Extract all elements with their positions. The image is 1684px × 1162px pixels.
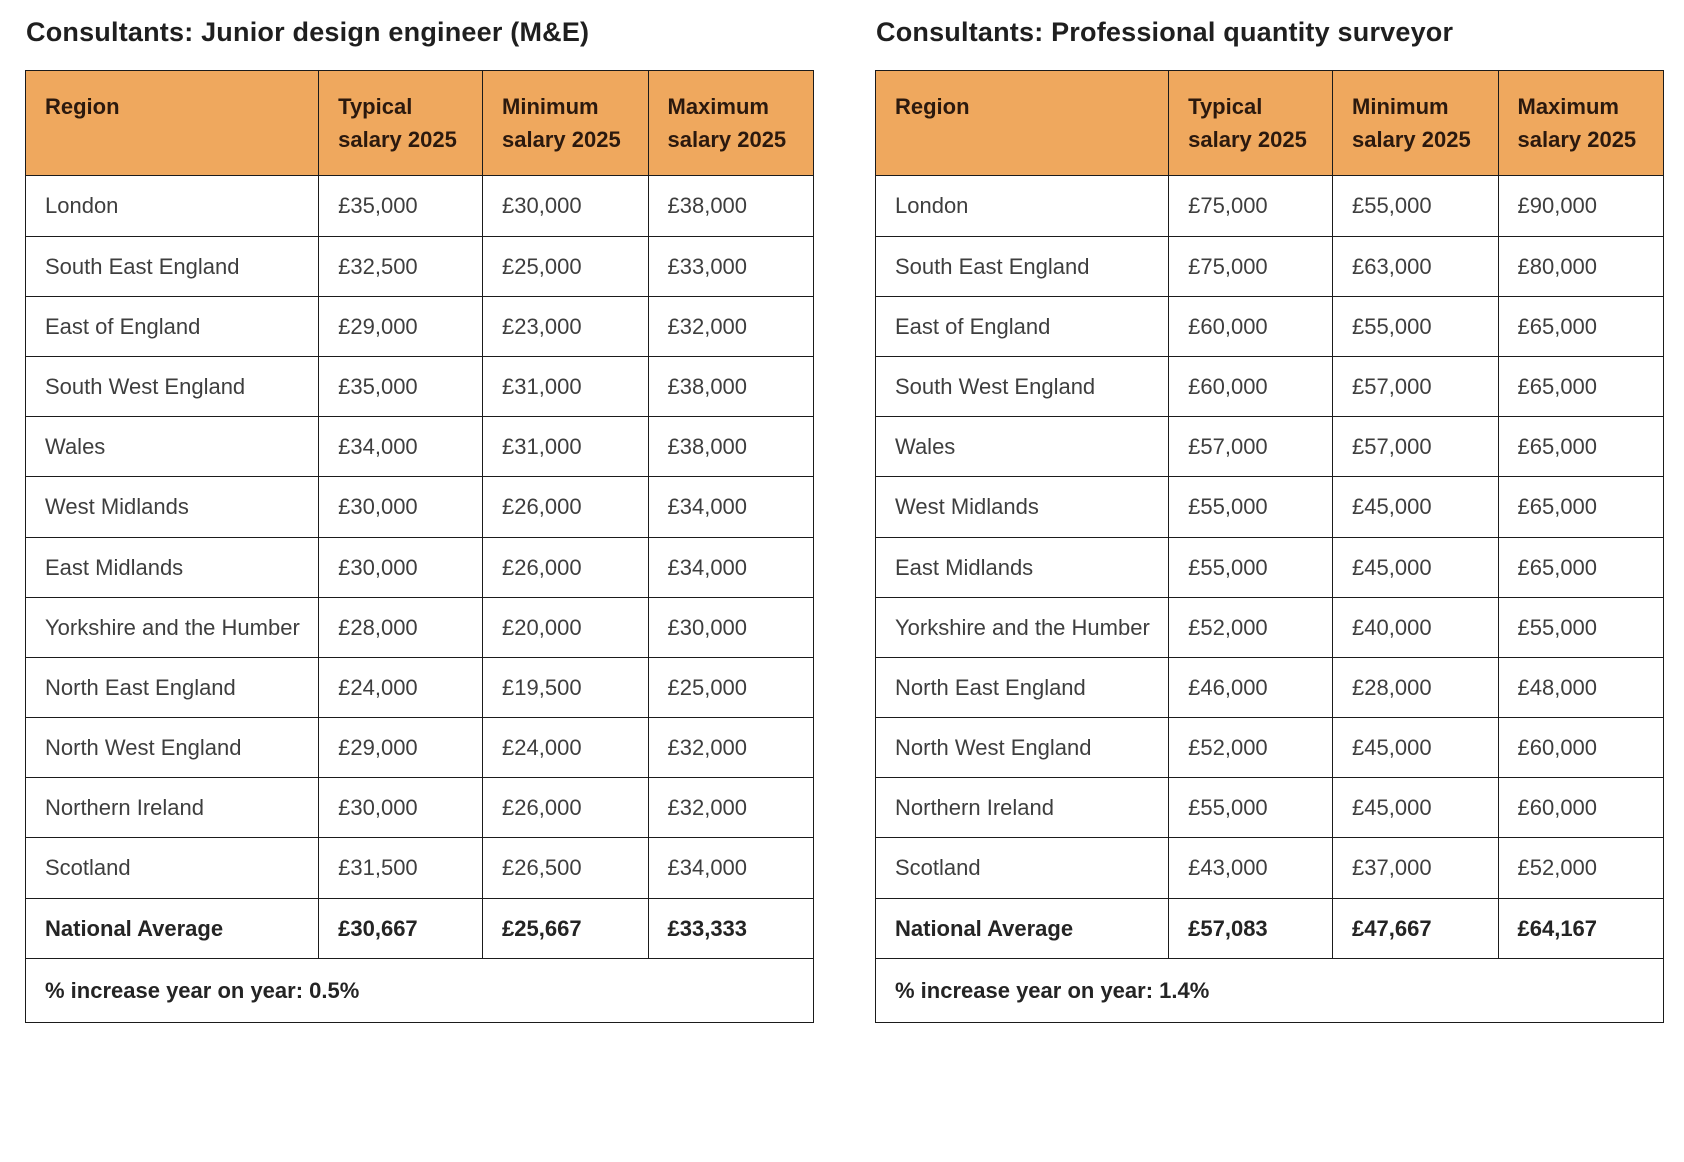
salary-cell: £45,000 <box>1333 477 1498 537</box>
salary-cell: £34,000 <box>648 838 814 898</box>
region-cell: South West England <box>26 356 319 416</box>
region-cell: Wales <box>876 417 1169 477</box>
salary-cell: £60,000 <box>1498 778 1664 838</box>
region-cell: North East England <box>876 657 1169 717</box>
region-cell: National Average <box>876 898 1169 958</box>
table-row <box>26 296 814 356</box>
region-cell: Yorkshire and the Humber <box>876 597 1169 657</box>
table-row <box>26 236 814 296</box>
salary-cell: £63,000 <box>1333 236 1498 296</box>
region-cell: National Average <box>26 898 319 958</box>
salary-cell: £90,000 <box>1498 176 1664 236</box>
column-header-maximum: Maximum salary 2025 <box>648 71 814 176</box>
salary-cell: £23,000 <box>483 296 648 356</box>
salary-cell: £65,000 <box>1498 296 1664 356</box>
salary-cell: £32,000 <box>648 778 814 838</box>
salary-cell: £31,000 <box>483 356 648 416</box>
salary-cell: £48,000 <box>1498 657 1664 717</box>
salary-cell: £25,000 <box>648 657 814 717</box>
salary-cell: £57,000 <box>1333 417 1498 477</box>
table-row <box>26 778 814 838</box>
column-header-minimum: Minimum salary 2025 <box>483 71 648 176</box>
salary-cell: £45,000 <box>1333 778 1498 838</box>
national-average-row <box>876 898 1664 958</box>
region-cell: Wales <box>26 417 319 477</box>
salary-cell: £31,000 <box>483 417 648 477</box>
salary-cell: £38,000 <box>648 417 814 477</box>
region-cell: West Midlands <box>876 477 1169 537</box>
table-row <box>876 296 1664 356</box>
region-cell: North East England <box>26 657 319 717</box>
column-header-minimum: Minimum salary 2025 <box>1333 71 1498 176</box>
table-row <box>26 356 814 416</box>
salary-cell: £30,000 <box>319 537 483 597</box>
table-row <box>876 176 1664 236</box>
salary-cell: £64,167 <box>1498 898 1664 958</box>
table-row <box>26 477 814 537</box>
table-row <box>26 537 814 597</box>
salary-cell: £30,000 <box>319 778 483 838</box>
salary-cell: £28,000 <box>1333 657 1498 717</box>
table-row <box>26 417 814 477</box>
salary-cell: £65,000 <box>1498 356 1664 416</box>
salary-cell: £33,000 <box>648 236 814 296</box>
table-section-quantity-surveyor <box>875 12 1664 1162</box>
salary-cell: £38,000 <box>648 176 814 236</box>
column-header-region: Region <box>876 71 1169 176</box>
salary-cell: £34,000 <box>648 537 814 597</box>
column-header-typical: Typical salary 2025 <box>1169 71 1333 176</box>
salary-cell: £30,000 <box>319 477 483 537</box>
salary-cell: £34,000 <box>319 417 483 477</box>
region-cell: East Midlands <box>876 537 1169 597</box>
header-row <box>876 71 1664 176</box>
salary-cell: £57,083 <box>1169 898 1333 958</box>
column-header-maximum: Maximum salary 2025 <box>1498 71 1664 176</box>
salary-cell: £37,000 <box>1333 838 1498 898</box>
salary-cell: £46,000 <box>1169 657 1333 717</box>
table-row <box>876 477 1664 537</box>
salary-cell: £60,000 <box>1169 356 1333 416</box>
table-row <box>876 236 1664 296</box>
salary-cell: £80,000 <box>1498 236 1664 296</box>
yoy-increase-note: % increase year on year: 1.4% <box>876 958 1664 1022</box>
salary-cell: £65,000 <box>1498 537 1664 597</box>
salary-cell: £52,000 <box>1169 597 1333 657</box>
salary-cell: £30,000 <box>648 597 814 657</box>
table-row <box>876 657 1664 717</box>
salary-cell: £32,500 <box>319 236 483 296</box>
salary-cell: £24,000 <box>319 657 483 717</box>
region-cell: London <box>26 176 319 236</box>
table-row <box>876 778 1664 838</box>
table-row <box>876 718 1664 778</box>
salary-table-quantity-surveyor <box>875 70 1664 1023</box>
salary-cell: £57,000 <box>1169 417 1333 477</box>
salary-cell: £32,000 <box>648 718 814 778</box>
salary-cell: £34,000 <box>648 477 814 537</box>
national-average-row <box>26 898 814 958</box>
salary-cell: £45,000 <box>1333 537 1498 597</box>
salary-cell: £75,000 <box>1169 176 1333 236</box>
salary-cell: £26,000 <box>483 537 648 597</box>
salary-cell: £33,333 <box>648 898 814 958</box>
salary-cell: £57,000 <box>1333 356 1498 416</box>
salary-cell: £29,000 <box>319 718 483 778</box>
salary-cell: £47,667 <box>1333 898 1498 958</box>
table-row <box>876 356 1664 416</box>
salary-cell: £75,000 <box>1169 236 1333 296</box>
salary-cell: £25,000 <box>483 236 648 296</box>
salary-cell: £43,000 <box>1169 838 1333 898</box>
salary-cell: £28,000 <box>319 597 483 657</box>
table-row <box>26 838 814 898</box>
table-section-junior-design-engineer <box>25 12 814 1162</box>
region-cell: South West England <box>876 356 1169 416</box>
salary-cell: £55,000 <box>1169 537 1333 597</box>
salary-table-junior-design-engineer <box>25 70 814 1023</box>
region-cell: East of England <box>876 296 1169 356</box>
salary-cell: £29,000 <box>319 296 483 356</box>
salary-cell: £25,667 <box>483 898 648 958</box>
salary-cell: £52,000 <box>1169 718 1333 778</box>
salary-cell: £55,000 <box>1498 597 1664 657</box>
region-cell: Scotland <box>876 838 1169 898</box>
region-cell: North West England <box>26 718 319 778</box>
column-header-region: Region <box>26 71 319 176</box>
salary-cell: £31,500 <box>319 838 483 898</box>
salary-cell: £26,500 <box>483 838 648 898</box>
salary-cell: £19,500 <box>483 657 648 717</box>
header-row <box>26 71 814 176</box>
salary-cell: £55,000 <box>1333 296 1498 356</box>
salary-cell: £45,000 <box>1333 718 1498 778</box>
table-row <box>26 718 814 778</box>
salary-cell: £30,667 <box>319 898 483 958</box>
salary-cell: £30,000 <box>483 176 648 236</box>
salary-cell: £20,000 <box>483 597 648 657</box>
region-cell: London <box>876 176 1169 236</box>
table-row <box>26 597 814 657</box>
table-row <box>26 176 814 236</box>
region-cell: East of England <box>26 296 319 356</box>
salary-cell: £60,000 <box>1169 296 1333 356</box>
salary-cell: £35,000 <box>319 176 483 236</box>
salary-cell: £26,000 <box>483 778 648 838</box>
table-row <box>876 597 1664 657</box>
salary-cell: £55,000 <box>1333 176 1498 236</box>
footer-row <box>26 958 814 1022</box>
salary-cell: £60,000 <box>1498 718 1664 778</box>
footer-row <box>876 958 1664 1022</box>
salary-cell: £65,000 <box>1498 477 1664 537</box>
salary-cell: £35,000 <box>319 356 483 416</box>
region-cell: Scotland <box>26 838 319 898</box>
salary-cell: £26,000 <box>483 477 648 537</box>
region-cell: South East England <box>26 236 319 296</box>
salary-cell: £65,000 <box>1498 417 1664 477</box>
region-cell: Northern Ireland <box>26 778 319 838</box>
region-cell: West Midlands <box>26 477 319 537</box>
salary-cell: £32,000 <box>648 296 814 356</box>
salary-cell: £24,000 <box>483 718 648 778</box>
table-title: Consultants: Professional quantity surveyor <box>876 17 1454 47</box>
table-row <box>876 417 1664 477</box>
region-cell: North West England <box>876 718 1169 778</box>
region-cell: Yorkshire and the Humber <box>26 597 319 657</box>
salary-cell: £52,000 <box>1498 838 1664 898</box>
column-header-typical: Typical salary 2025 <box>319 71 483 176</box>
salary-cell: £55,000 <box>1169 778 1333 838</box>
table-row <box>876 537 1664 597</box>
salary-cell: £38,000 <box>648 356 814 416</box>
region-cell: Northern Ireland <box>876 778 1169 838</box>
salary-cell: £55,000 <box>1169 477 1333 537</box>
region-cell: East Midlands <box>26 537 319 597</box>
yoy-increase-note: % increase year on year: 0.5% <box>26 958 814 1022</box>
table-row <box>876 838 1664 898</box>
salary-cell: £40,000 <box>1333 597 1498 657</box>
table-title: Consultants: Junior design engineer (M&E) <box>26 17 590 47</box>
table-row <box>26 657 814 717</box>
region-cell: South East England <box>876 236 1169 296</box>
